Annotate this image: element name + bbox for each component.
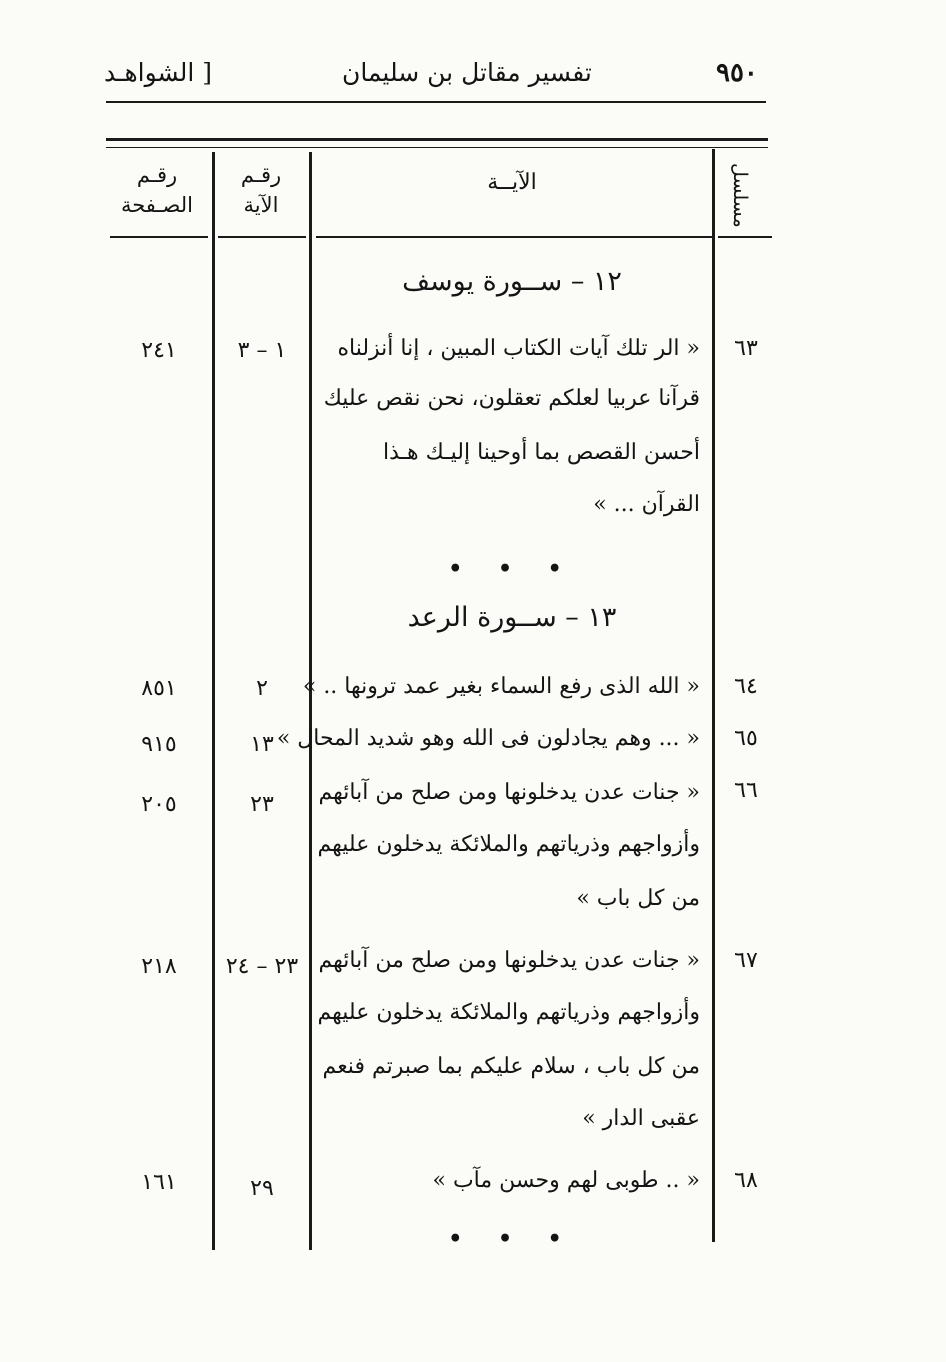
page-reference: ١٦١ xyxy=(141,1170,177,1195)
page-reference: ٢١٨ xyxy=(141,954,177,979)
section-separator: • • • xyxy=(448,1226,576,1252)
ayah-number: ٢٣ – ٢٤ xyxy=(225,954,299,979)
serial-number: ٦٤ xyxy=(734,674,758,699)
column-header-serial: مسلسل xyxy=(729,162,751,228)
serial-number: ٦٥ xyxy=(734,726,758,751)
serial-number: ٦٣ xyxy=(734,336,758,361)
verse-line: « .. طوبى لهم وحسن مآب » xyxy=(432,1168,700,1193)
serial-number: ٦٨ xyxy=(734,1168,758,1193)
table-top-rule xyxy=(106,138,768,141)
header-underline-serial xyxy=(718,236,772,238)
column-header-verse: الآيــة xyxy=(487,170,537,195)
header-underline-ayah xyxy=(218,236,306,238)
page-header-line-1: رقـم xyxy=(136,163,178,187)
verse-line: « جنات عدن يدخلونها ومن صلح من آبائهم xyxy=(318,948,700,973)
book-title: تفسير مقاتل بن سليمان xyxy=(342,58,592,87)
header-underline-page xyxy=(110,236,208,238)
ayah-number: ١٣ xyxy=(250,732,274,757)
verse-line: « جنات عدن يدخلونها ومن صلح من آبائهم xyxy=(318,780,700,805)
page-reference: ٢٤١ xyxy=(141,338,177,363)
verse-line: « الله الذى رفع السماء بغير عمد ترونها .. » xyxy=(302,674,700,699)
ayah-number: ٢ xyxy=(256,676,268,701)
verse-line: من كل باب » xyxy=(576,886,700,911)
ayah-header-line-1: رقـم xyxy=(240,163,282,187)
page-reference: ٢٠٥ xyxy=(141,792,177,817)
header-underline-verse xyxy=(316,236,712,238)
verse-line: وأزواجهم وذرياتهم والملائكة يدخلون عليهم xyxy=(317,832,700,857)
column-divider-serial xyxy=(712,149,715,1242)
verse-line: عقبى الدار » xyxy=(582,1106,700,1131)
surah-heading: ١٣ – ســورة الرعد xyxy=(407,602,617,633)
ayah-number: ٢٣ xyxy=(250,792,274,817)
page-reference: ٨٥١ xyxy=(141,676,177,701)
verse-line: قرآنا عربيا لعلكم تعقلون، نحن نقص عليك xyxy=(323,386,700,411)
page-number: ٩٥٠ xyxy=(716,58,758,88)
header-rule xyxy=(106,101,766,103)
verse-line: « الر تلك آيات الكتاب المبين ، إنا أنزلناه xyxy=(337,336,700,361)
column-header-ayah-number xyxy=(218,160,304,220)
verse-line: أحسن القصص بما أوحينا إليـك هـذا xyxy=(382,440,700,465)
verse-line: وأزواجهم وذرياتهم والملائكة يدخلون عليهم xyxy=(317,1000,700,1025)
section-separator: • • • xyxy=(448,556,576,582)
section-title: [ الشواهـد xyxy=(104,58,213,87)
serial-number: ٦٦ xyxy=(734,778,758,803)
surah-heading: ١٢ – ســورة يوسف xyxy=(402,266,622,297)
verse-line: من كل باب ، سلام عليكم بما صبرتم فنعم xyxy=(322,1054,700,1079)
table-top-rule-thin xyxy=(106,147,768,148)
column-divider-verse xyxy=(309,152,312,1250)
verse-line: القرآن ... » xyxy=(593,492,700,517)
ayah-number: ١ – ٣ xyxy=(237,338,287,363)
verse-line: « ... وهم يجادلون فى الله وهو شديد المحال » xyxy=(276,726,700,751)
column-divider-ayah xyxy=(212,152,215,1250)
page-reference: ٩١٥ xyxy=(141,732,177,757)
column-header-page-number xyxy=(108,160,206,220)
page-header-line-2: الصـفحة xyxy=(120,193,194,217)
ayah-number: ٢٩ xyxy=(250,1176,274,1201)
ayah-header-line-2: الآية xyxy=(243,193,279,217)
serial-number: ٦٧ xyxy=(734,948,758,973)
